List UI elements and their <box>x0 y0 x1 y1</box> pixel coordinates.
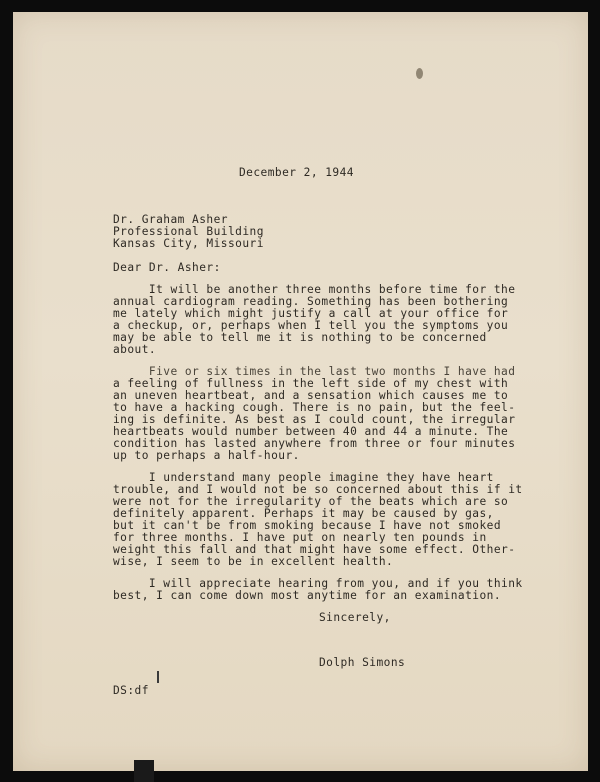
closing: Sincerely, <box>319 611 391 624</box>
signature-name: Dolph Simons <box>319 656 406 669</box>
paragraph-line: an uneven heartbeat, and a sensation which causes me to <box>113 389 509 402</box>
paragraph-line: ing is definite. As best as I could count, the irregular <box>113 413 516 426</box>
salutation: Dear Dr. Asher: <box>113 261 221 274</box>
recipient-name: Dr. Graham Asher <box>113 213 228 226</box>
paragraph-line: It will be another three months before time for the <box>113 283 516 296</box>
paragraph-line: Five or six times in the last two months I have had <box>113 365 516 378</box>
paragraph-line: I understand many people imagine they have heart <box>113 471 494 484</box>
paragraph-line: up to perhaps a half-hour. <box>113 449 300 462</box>
paragraph-line: were not for the irregularity of the beats which are so <box>113 495 509 508</box>
recipient-building: Professional Building <box>113 225 264 238</box>
paragraph-line: me lately which might justify a call at your office for <box>113 307 509 320</box>
paragraph-line: condition has lasted anywhere from three or four minutes <box>113 437 516 450</box>
paragraph-line: best, I can come down most anytime for an examination. <box>113 589 502 602</box>
paragraph-line: for three months. I have put on nearly ten pounds in <box>113 531 487 544</box>
paragraph-line: but it can't be from smoking because I have not smoked <box>113 519 502 532</box>
paragraph-line: I will appreciate hearing from you, and if you think <box>113 577 523 590</box>
typist-initials: DS:df <box>113 684 149 697</box>
paragraph-line: may be able to tell me it is nothing to be concerned <box>113 331 487 344</box>
paragraph-line: a feeling of fullness in the left side of my chest with <box>113 377 509 390</box>
paragraph-line: wise, I seem to be in excellent health. <box>113 555 394 568</box>
paragraph-line: weight this fall and that might have some effect. Other- <box>113 543 516 556</box>
paragraph-line: to have a hacking cough. There is no pain, but the feel- <box>113 401 516 414</box>
paragraph-line: about. <box>113 343 157 356</box>
paragraph-line: a checkup, or, perhaps when I tell you the symptoms you <box>113 319 509 332</box>
paragraph-line: definitely apparent. Perhaps it may be caused by gas, <box>113 507 494 520</box>
paragraph-line: annual cardiogram reading. Something has been bothering <box>113 295 509 308</box>
paragraph-line: heartbeats would number between 40 and 44 a minute. The <box>113 425 509 438</box>
recipient-city: Kansas City, Missouri <box>113 237 264 250</box>
paragraph-line: trouble, and I would not be so concerned about this if it <box>113 483 523 496</box>
letter-date: December 2, 1944 <box>239 166 354 179</box>
